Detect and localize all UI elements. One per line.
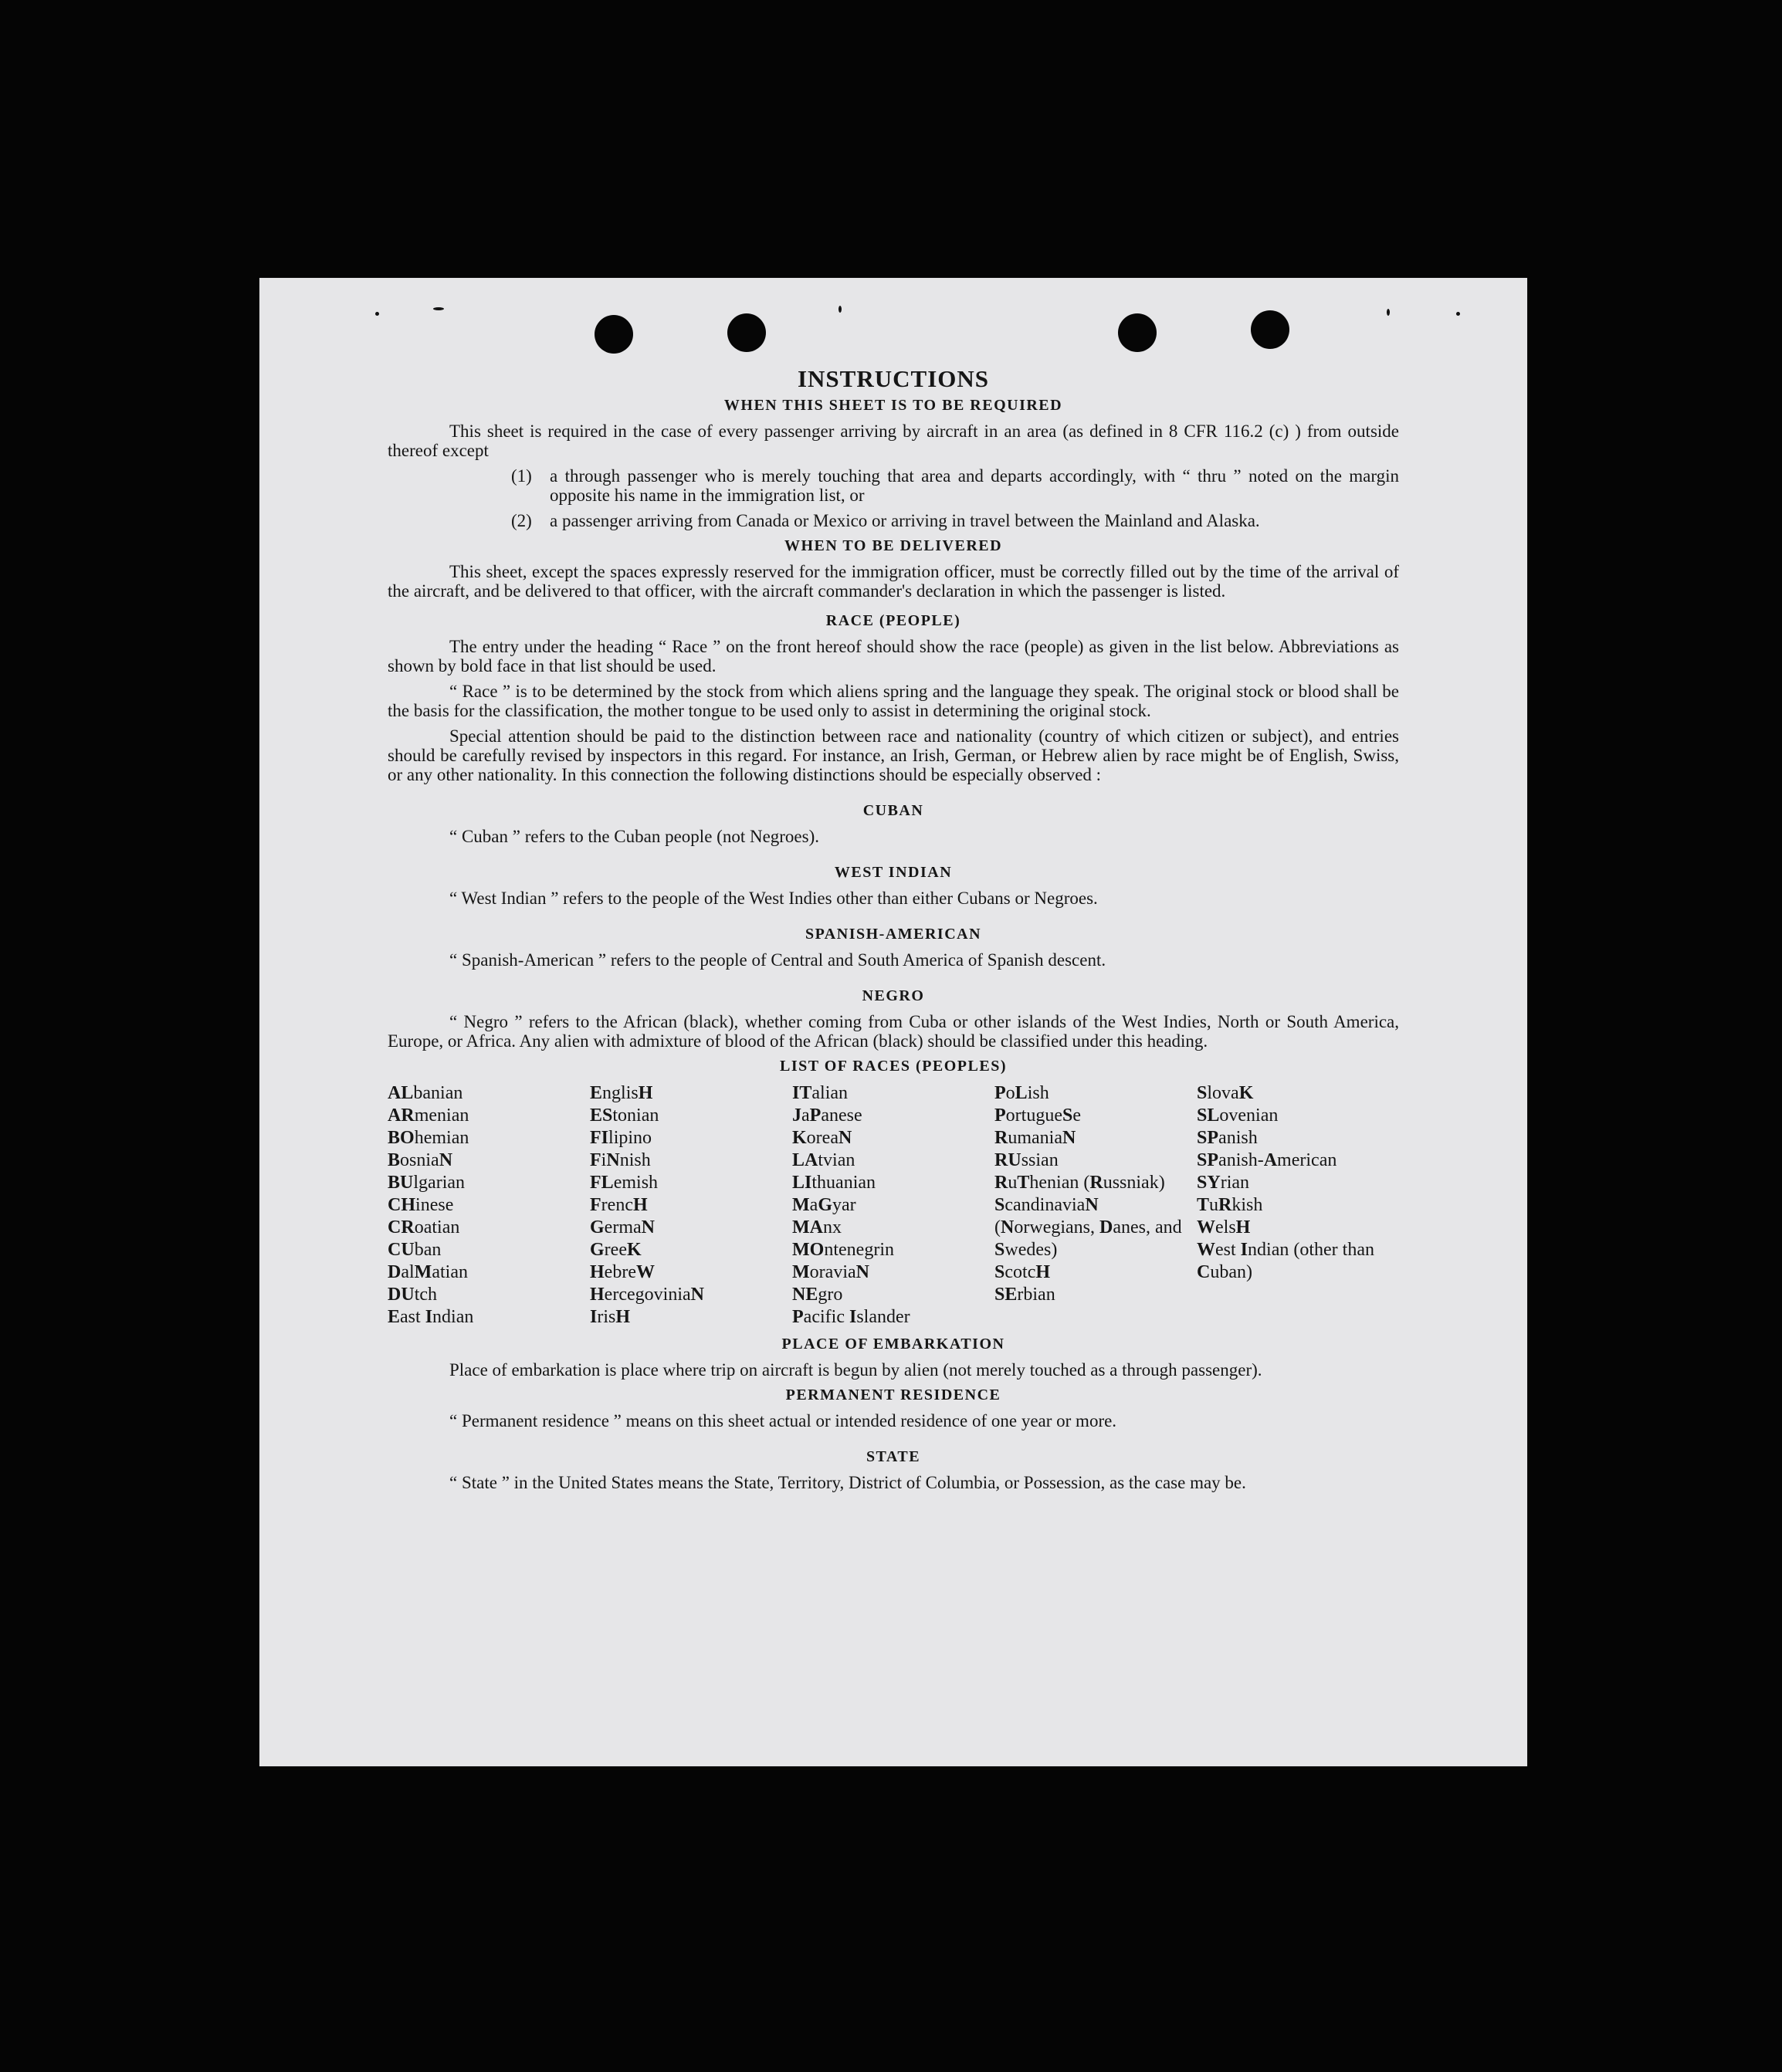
race-entry: ALbanian	[388, 1083, 463, 1103]
state-text: “ State ” in the United States means the State, Territory, District of Columbia, or Possession, as the case may be.	[449, 1473, 1246, 1492]
negro-text: “ Negro ” refers to the African (black), whether coming from Cuba or other islands of the West Indies, North or South America, Europe, or Africa. Any alien with admixture of blood of the African (black) should be classified under this heading.	[388, 1012, 1399, 1051]
list-item	[511, 466, 1399, 505]
section-heading-races: LIST OF RACES (PEOPLES)	[779, 1058, 1007, 1075]
race-paragraph-2: “ Race ” is to be determined by the stock from which aliens spring and the language they speak. The original stock or blood shall be the basis for the classification, the mother tongue to be used only to assist in determining the original stock.	[388, 682, 1399, 720]
section-heading-race: RACE (PEOPLE)	[825, 612, 961, 629]
race-column	[994, 1082, 1197, 1329]
section-heading-embarkation: PLACE OF EMBARKATION	[781, 1336, 1005, 1353]
race-entry: HercegoviniaN	[590, 1285, 704, 1305]
required-intro: This sheet is required in the case of every passenger arriving by aircraft in an area (as defined in 8 CFR 116.2 (c) ) from outside thereof except	[388, 422, 1399, 460]
race-entry: GreeK	[590, 1240, 642, 1260]
race-entry: WelsH	[1197, 1217, 1251, 1237]
section-heading-delivered: WHEN TO BE DELIVERED	[784, 537, 1003, 554]
punch-hole	[595, 315, 633, 354]
race-entry: MAnx	[792, 1217, 842, 1237]
speck	[1387, 309, 1390, 316]
race-entry: KoreaN	[792, 1128, 852, 1148]
race-paragraph-3: Special attention should be paid to the distinction between race and nationality (country of which citizen or subject), and entries should be carefully revised by inspectors in this regard. For instance, an Irish, German, or Hebrew alien by race might be of English, Swiss, or any other nationality. In this connection the following distinctions should be especially observed :	[388, 726, 1399, 784]
race-entry: CUban	[388, 1240, 442, 1260]
race-entry: RuThenian (Russniak)	[994, 1173, 1165, 1193]
race-entry: NEgro	[792, 1285, 843, 1305]
race-entry: East Indian	[388, 1307, 474, 1327]
race-entry: EnglisH	[590, 1083, 653, 1103]
race-entry: SPanish-American	[1197, 1150, 1337, 1170]
speck	[1456, 312, 1460, 316]
document-title: INSTRUCTIONS	[797, 365, 989, 392]
race-entry: GermaN	[590, 1217, 655, 1237]
embarkation-text: Place of embarkation is place where trip on aircraft is begun by alien (not merely touched as a through passenger).	[449, 1360, 1262, 1380]
race-entry: JaPanese	[792, 1105, 862, 1126]
document-page	[259, 278, 1527, 1766]
section-heading-required: WHEN THIS SHEET IS TO BE REQUIRED	[723, 397, 1063, 414]
race-entry: EStonian	[590, 1105, 659, 1126]
list-item	[511, 511, 1399, 530]
race-column	[590, 1082, 792, 1329]
race-entry: FrencH	[590, 1195, 648, 1215]
race-entry: DUtch	[388, 1285, 438, 1305]
race-entry: IrisH	[590, 1307, 631, 1327]
delivered-text: This sheet, except the spaces expressly reserved for the immigration officer, must be correctly filled out by the time of the arrival of the aircraft, and be delivered to that officer, with the aircraft commander's declaration in which the passenger is listed.	[388, 562, 1399, 601]
race-entry: LAtvian	[792, 1150, 855, 1170]
race-entry: ScotcH	[994, 1262, 1051, 1282]
cuban-text: “ Cuban ” refers to the Cuban people (not Negroes).	[449, 827, 820, 846]
race-entry: CHinese	[388, 1195, 454, 1215]
race-entry: RumaniaN	[994, 1128, 1076, 1148]
race-entry: BUlgarian	[388, 1173, 466, 1193]
race-entry: PortugueSe	[994, 1105, 1082, 1126]
race-entry: MaGyar	[792, 1195, 856, 1215]
speck	[433, 307, 444, 310]
race-entry: CRoatian	[388, 1217, 460, 1237]
race-list	[388, 1082, 1399, 1329]
spanish-american-text: “ Spanish-American ” refers to the people of Central and South America of Spanish descent.	[449, 950, 1106, 970]
item-text: a through passenger who is merely touching that area and departs accordingly, with “ thru ” noted on the margin opposite his name in the immigration list, or	[550, 466, 1399, 505]
race-entry: ScandinaviaN (Norwegians, Danes, and Swedes)	[994, 1195, 1182, 1260]
speck	[375, 312, 379, 316]
race-column	[1197, 1082, 1399, 1329]
section-heading-cuban: CUBAN	[862, 802, 924, 819]
section-heading-west-indian: WEST INDIAN	[834, 864, 953, 881]
race-entry: ARmenian	[388, 1105, 469, 1126]
punch-hole	[1251, 310, 1289, 349]
race-entry: PoLish	[994, 1083, 1049, 1103]
race-entry: HebreW	[590, 1262, 655, 1282]
document-body	[388, 365, 1399, 1492]
speck	[838, 306, 842, 313]
item-number: (1)	[511, 466, 532, 486]
race-entry: SPanish	[1197, 1128, 1258, 1148]
race-entry: FLemish	[590, 1173, 659, 1193]
race-entry: SYrian	[1197, 1173, 1250, 1193]
section-heading-residence: PERMANENT RESIDENCE	[785, 1386, 1001, 1403]
race-entry: SErbian	[994, 1285, 1055, 1305]
residence-text: “ Permanent residence ” means on this sheet actual or intended residence of one year or more.	[449, 1411, 1117, 1430]
race-entry: TuRkish	[1197, 1195, 1263, 1215]
section-heading-negro: NEGRO	[862, 987, 925, 1004]
race-entry: RUssian	[994, 1150, 1059, 1170]
race-entry: West Indian (other than Cuban)	[1197, 1240, 1374, 1282]
west-indian-text: “ West Indian ” refers to the people of the West Indies other than either Cubans or Negroes.	[449, 889, 1098, 908]
race-entry: BOhemian	[388, 1128, 469, 1148]
punch-hole	[1118, 313, 1157, 352]
section-heading-spanish-american: SPANISH-AMERICAN	[805, 926, 982, 943]
race-entry: SLovenian	[1197, 1105, 1279, 1126]
race-column	[792, 1082, 994, 1329]
race-entry: DalMatian	[388, 1262, 468, 1282]
item-text: a passenger arriving from Canada or Mexico or arriving in travel between the Mainland and Alaska.	[550, 511, 1260, 530]
race-column	[388, 1082, 590, 1329]
race-entry: FiNnish	[590, 1150, 651, 1170]
item-number: (2)	[511, 511, 532, 530]
race-entry: LIthuanian	[792, 1173, 876, 1193]
section-heading-state: STATE	[866, 1448, 921, 1465]
race-entry: ITalian	[792, 1083, 849, 1103]
race-entry: FIlipino	[590, 1128, 652, 1148]
race-entry: MOntenegrin	[792, 1240, 894, 1260]
race-entry: SlovaK	[1197, 1083, 1254, 1103]
race-paragraph-1: The entry under the heading “ Race ” on the front hereof should show the race (people) as given in the list below. Abbreviations as shown by bold face in that list should be used.	[388, 637, 1399, 675]
race-entry: MoraviaN	[792, 1262, 869, 1282]
race-entry: Pacific Islander	[792, 1307, 910, 1327]
race-entry: BosniaN	[388, 1150, 453, 1170]
punch-hole	[727, 313, 766, 352]
